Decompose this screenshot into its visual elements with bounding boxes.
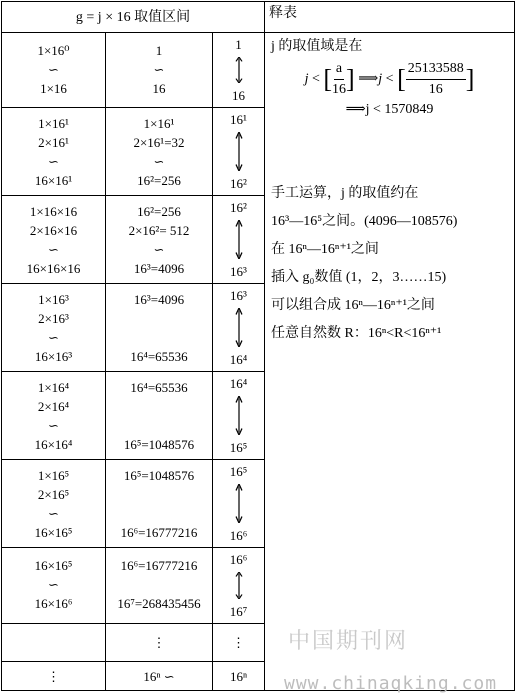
watermark-site-name: 中国期刊网: [288, 629, 409, 654]
table-cell-dots: ⋮: [213, 624, 265, 662]
double-arrow-icon: [234, 572, 244, 599]
table-header-range: g = j × 16 取值区间: [2, 2, 265, 33]
table-header-explain: 释表: [265, 2, 515, 33]
table-cell-dots: ⋮: [2, 662, 106, 691]
table-cell-last-value: 16ⁿ ∽: [106, 662, 213, 691]
table-cell-range: 1 16: [213, 33, 265, 108]
table-cell-values: 16⁴=65536 16⁵=1048576: [106, 372, 213, 460]
table-cell-products: 1×16¹ 2×16¹ ∽ 16×16¹: [2, 108, 106, 196]
table-cell-values: 1×16¹ 2×16¹=32 ∽ 16²=256: [106, 108, 213, 196]
double-arrow-icon: [234, 396, 244, 435]
table-cell-empty: [2, 624, 106, 662]
explain-line-2: 手工运算，j 的取值约在: [271, 186, 419, 201]
table-cell-range: 16⁴ 16⁵: [213, 372, 265, 460]
double-arrow-icon: [234, 220, 244, 259]
table-cell-values: 1 ∽ 16: [106, 33, 213, 108]
table-cell-range: 16² 16³: [213, 196, 265, 284]
explain-line-3: 16³—16⁵之间。(4096—108576): [271, 214, 458, 229]
double-arrow-icon: [234, 57, 244, 83]
watermark-url: www.chinaqking.com: [284, 673, 498, 694]
table-cell-range: 16⁵ 16⁶: [213, 460, 265, 548]
inequality-result: ⟹j < 1570849: [345, 102, 434, 117]
explain-line-5: 插入 g₀数值 (1，2，3……15): [271, 270, 447, 285]
table-cell-range: 16¹ 16²: [213, 108, 265, 196]
table-cell-products: 1×16×16 2×16×16 ∽ 16×16×16: [2, 196, 106, 284]
explain-line-6: 可以组合成 16ⁿ—16ⁿ⁺¹之间: [271, 298, 435, 313]
table-cell-products: 1×16³ 2×16³ ∽ 16×16³: [2, 284, 106, 372]
explain-line-7: 任意自然数 R：16ⁿ<R<16ⁿ⁺¹: [271, 326, 442, 341]
table-cell-products: 1×16⁵ 2×16⁵ ∽ 16×16⁵: [2, 460, 106, 548]
table-cell-range: 16⁶ 16⁷: [213, 548, 265, 624]
table-cell-dots: ⋮: [106, 624, 213, 662]
double-arrow-icon: [234, 132, 244, 171]
double-arrow-icon: [234, 484, 244, 523]
table-cell-values: 16⁵=1048576 16⁶=16777216: [106, 460, 213, 548]
explanation-panel: [265, 33, 515, 691]
value-range-table: [1, 1, 515, 691]
table-cell-products: 1×16⁰ ∽ 1×16: [2, 33, 106, 108]
table-cell-values: 16⁶=16777216 16⁷=268435456: [106, 548, 213, 624]
table-cell-range: 16³ 16⁴: [213, 284, 265, 372]
table-cell-products: 1×16⁴ 2×16⁴ ∽ 16×16⁴: [2, 372, 106, 460]
inequality-formula: j < [ $\frac{a}{16}$ ] ⟹j < [ $\frac{25133588}{16}$ ]: [304, 61, 475, 97]
explain-line-4: 在 16ⁿ—16ⁿ⁺¹之间: [271, 242, 379, 257]
table-cell-values: 16²=256 2×16²= 512 ∽ 16³=4096: [106, 196, 213, 284]
table-cell-products: 16×16⁵ ∽ 16×16⁶: [2, 548, 106, 624]
explain-line-1: j 的取值域是在: [271, 39, 363, 54]
double-arrow-icon: [234, 308, 244, 347]
table-cell-values: 16³=4096 16⁴=65536: [106, 284, 213, 372]
table-cell-last-range: 16ⁿ: [213, 662, 265, 691]
